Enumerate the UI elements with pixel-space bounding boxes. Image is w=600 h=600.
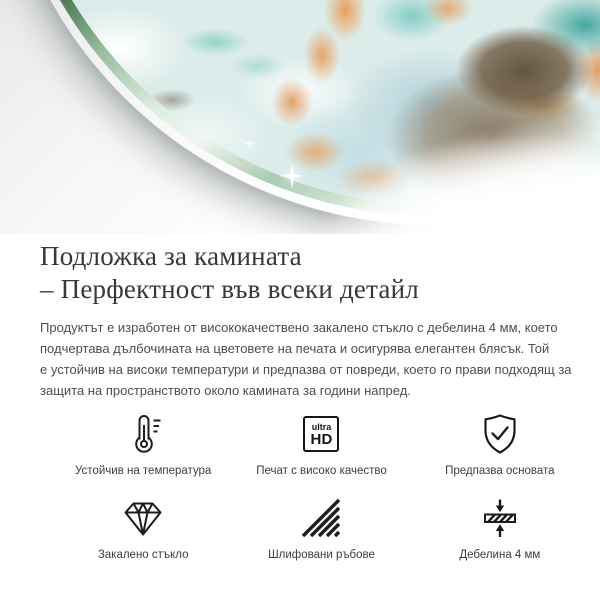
feature-high-quality-print [232,411,410,477]
sparkle-icon [243,137,256,150]
feature-label: Закалено стъкло [97,549,189,561]
description-line: е устойчив на високи температури и предпазва от повреди, което го прави подходящ за [40,362,572,377]
feature-label: Предпазва основата [445,465,555,477]
feature-label: Устойчив на температура [75,465,212,477]
product-photo [0,0,600,234]
product-description-section [0,240,600,561]
product-description [40,317,572,401]
ultra-hd-badge-bottom-text: HD [310,430,333,448]
diamond-icon [121,495,165,541]
feature-tempered-glass [54,495,232,561]
feature-thickness-4mm [411,495,589,561]
feature-protects-base [411,411,589,477]
page-title [40,240,560,306]
feature-temperature-resistant [54,411,232,477]
description-line: Продуктът е изработен от висококачествено закалено стъкло с дебелина 4 мм, което [40,320,558,335]
title-line-1: Подложка за камината [40,241,302,271]
description-line: подчертава дълбочината на цветовете на печата и осигурява елегантен блясък. Той [40,341,550,356]
ultra-hd-badge-top-text: ultra [311,421,332,432]
thermometer-icon [121,411,165,457]
feature-polished-edges [232,495,410,561]
thickness-4mm-icon [478,495,522,541]
ultra-hd-icon [303,411,339,457]
shield-check-icon [478,411,522,457]
feature-label: Дебелина 4 мм [459,549,541,561]
ultra-hd-badge [303,416,339,452]
description-line: защита на пространството около камината за години напред. [40,383,411,398]
title-line-2: – Перфектност във всеки детайл [40,274,419,304]
sparkle-icon [279,163,305,189]
feature-label: Печат с високо качество [256,465,387,477]
polished-edges-icon [299,495,343,541]
feature-label: Шлифовани ръбове [268,549,375,561]
feature-grid [54,411,589,561]
